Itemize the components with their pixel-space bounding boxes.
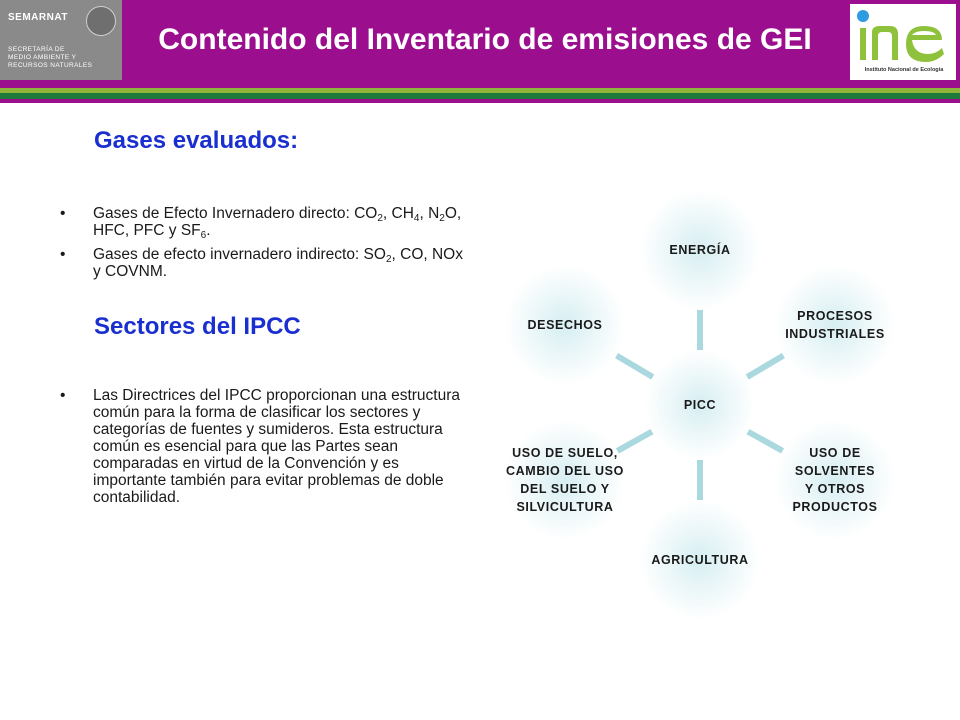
node-label-energia: ENERGÍA [669, 243, 731, 257]
gases-bullet-direct: • Gases de Efecto Invernadero directo: $CO_2$, $CH_4$, $N_2O$, HFC, PFC y $SF_6$. [60, 205, 470, 239]
node-uso-suelo [505, 420, 625, 540]
gases-bullet-indirect: • Gases de efecto invernadero indirecto: $SO_2$, CO, NOx y COVNM. [60, 246, 470, 280]
sectores-heading: Sectores del IPCC [94, 313, 301, 340]
page-title: Contenido del Inventario de emisiones de GEI [158, 23, 812, 56]
node-label-agricultura: AGRICULTURA [651, 553, 749, 567]
node-label-center: PICC [683, 398, 717, 412]
semarnat-logo-subtitle: SECRETARÍA DE MEDIO AMBIENTE Y RECURSOS NATURALES [8, 46, 93, 69]
sectores-bullet: • Las Directrices del IPCC proporcionan una estructura común para la forma de clasificar los sectores y categorías de fuentes y sumideros. Esta estructura común es esencial para que las Partes sean comparadas en virtud de la Convención y es importante también para evitar problemas de doble contabilidad. [60, 387, 470, 506]
node-label-desechos: DESECHOS [527, 318, 603, 332]
node-label-solventes: USO DE SOLVENTES Y OTROS PRODUCTOS [792, 446, 878, 514]
semarnat-logo [0, 0, 122, 80]
node-label-uso-suelo: USO DE SUELO, CAMBIO DEL USO DEL SUELO Y SILVICULTURA [506, 446, 624, 514]
node-solventes [775, 420, 895, 540]
ine-logo-text: Instituto Nacional de Ecología [864, 67, 944, 73]
ine-leaf-icon [850, 4, 956, 66]
header-stripe-purple [0, 99, 960, 103]
node-procesos [775, 265, 895, 385]
sectores-bullet-list [60, 387, 470, 513]
semarnat-logo-name: SEMARNAT [8, 12, 68, 23]
gases-bullet-list [60, 205, 470, 287]
gases-heading: Gases evaluados: [94, 127, 299, 154]
ipcc-sector-diagram [470, 180, 940, 630]
node-label-procesos: PROCESOS INDUSTRIALES [785, 309, 885, 341]
mexico-seal-icon [86, 6, 116, 36]
ine-logo [850, 4, 956, 80]
